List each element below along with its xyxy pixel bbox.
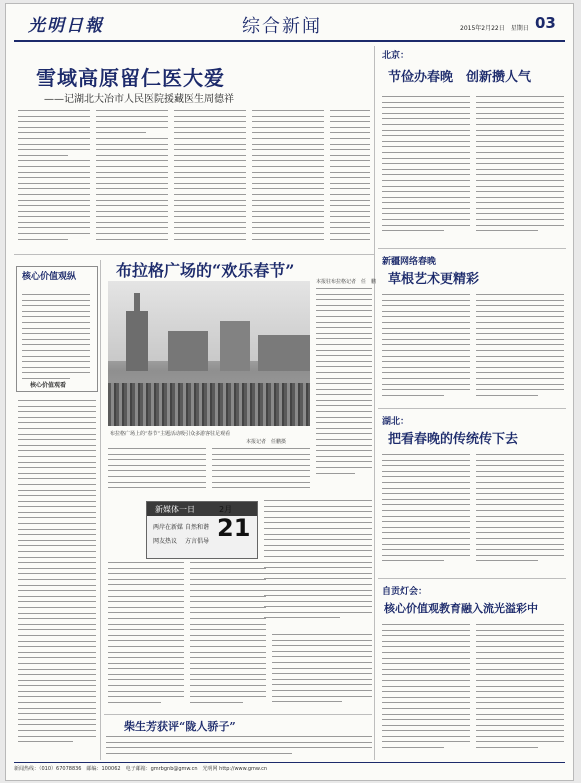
core-values-tag: 核心价值观看 [30, 382, 67, 389]
bottom-story-body [106, 736, 372, 760]
new-media-item-3: 网友热议 [153, 538, 178, 545]
right-body-3a [382, 454, 470, 574]
right-rule-3 [378, 578, 566, 579]
new-media-item-1: 两岸在新媒 [153, 524, 184, 531]
core-values-body [22, 294, 90, 380]
new-media-box [146, 501, 258, 559]
lead-subheadline: ——记湖北大冶市人民医院援藏医生周德祥 [44, 94, 234, 105]
new-media-month: 2月 [219, 505, 233, 514]
feature-body-col3 [212, 448, 310, 498]
photo-credit: 本报记者 任鹏摄 [246, 439, 287, 445]
new-media-label: 新媒体一日 [155, 505, 195, 514]
center-body-col1 [108, 562, 184, 712]
right-rule-2 [378, 408, 566, 409]
masthead-logo: 光明日報 [28, 16, 104, 36]
issue-date: 2015年2月22日 星期日 [460, 25, 529, 32]
lead-headline: 雪域高原留仁医大爱 [36, 66, 225, 90]
center-body-col3 [272, 634, 372, 712]
right-body-2a [382, 294, 470, 404]
header-rule [14, 40, 565, 42]
newspaper-page [5, 3, 574, 781]
right-headline-4: 把看春晚的传统传下去 [388, 432, 519, 447]
column-divider-right [374, 46, 375, 760]
lead-body-col2 [96, 110, 168, 250]
feature-photo [108, 281, 310, 426]
page-header [6, 4, 573, 42]
lead-body-col5 [330, 110, 370, 250]
column-divider-left [100, 260, 101, 760]
right-headline-1: 节俭办春晚 创新攒人气 [388, 70, 532, 85]
lead-body-col4 [252, 110, 324, 250]
right-headline-2: 新疆网络春晚 [382, 257, 437, 267]
photo-caption: 布拉格广场上的“春节”主题活动吸引众多游客驻足观看 [110, 431, 231, 437]
feature-headline: 布拉格广场的“欢乐春节” [116, 261, 295, 280]
footer-rule [14, 762, 565, 763]
section-title: 综合新闻 [242, 16, 322, 37]
center-bottom-rule [104, 714, 372, 715]
new-media-item-4: 方言倡导 [185, 538, 210, 545]
bottom-story-headline: 柴生芳获评“陇人骄子” [124, 720, 236, 733]
new-media-item-2: 自然和谐 [185, 524, 210, 531]
feature-body-col4 [264, 500, 372, 630]
lead-body-col3 [174, 110, 246, 250]
right-headline-5: 核心价值观教育融入流光溢彩中 [384, 602, 538, 615]
feature-byline: 本报驻布拉格记者 任 鹏 [316, 279, 377, 285]
right-headline-3: 草根艺术更精彩 [388, 272, 480, 287]
feature-body-col1 [316, 288, 372, 488]
right-dateline-hubei: 湖北： [382, 417, 410, 427]
right-body-1a [382, 96, 470, 246]
footer-contact: 新闻热线：（010）67078836 邮编：100062 电子邮箱：gmrbgnb@gmw.cn 光明网 http://www.gmw.cn [14, 766, 268, 772]
feature-body-col2 [108, 448, 206, 498]
new-media-day: 21 [217, 514, 251, 542]
right-body-4b [476, 624, 564, 760]
lead-bottom-rule [14, 254, 374, 255]
left-col-story [18, 400, 96, 760]
right-dateline-beijing: 北京： [382, 51, 410, 61]
right-body-3b [476, 454, 564, 574]
right-dateline-zigong: 自贡灯会： [382, 587, 428, 597]
core-values-title: 核心价值观纵 [22, 272, 77, 282]
right-body-4a [382, 624, 470, 760]
page-number: 03 [535, 14, 556, 32]
right-rule-1 [378, 248, 566, 249]
center-body-col2 [190, 562, 266, 712]
lead-body-col1 [18, 110, 90, 250]
right-body-1b [476, 96, 564, 246]
right-body-2b [476, 294, 564, 404]
